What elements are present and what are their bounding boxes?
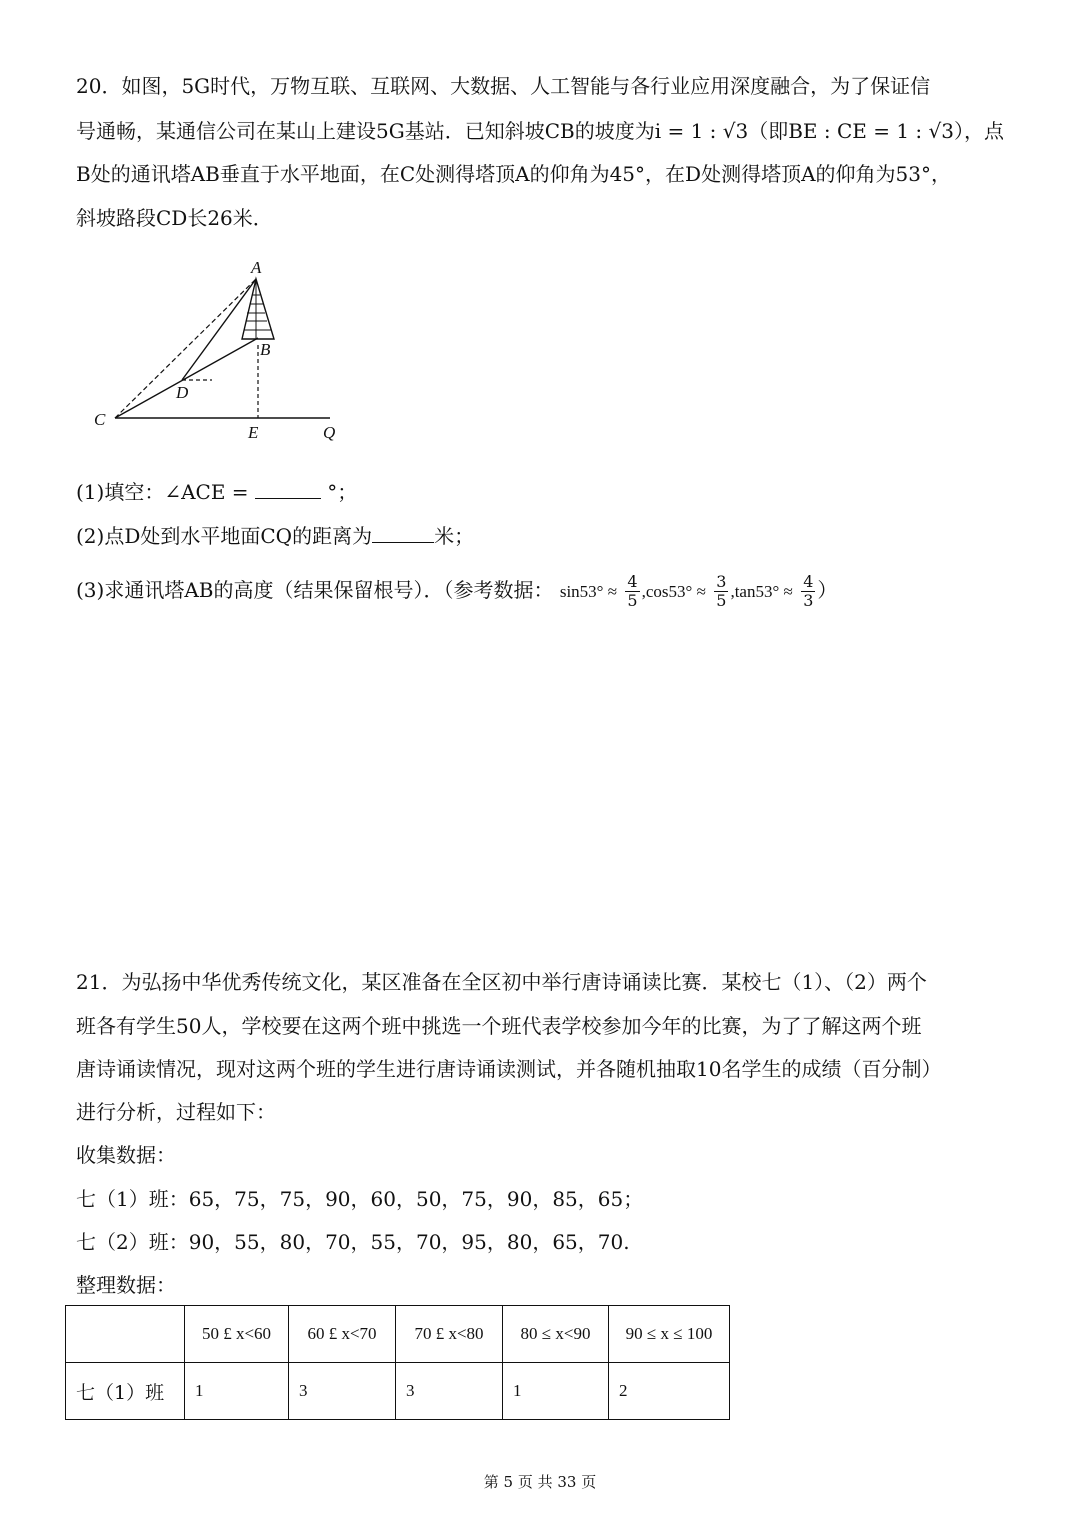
ref-cos-frac [714, 573, 728, 610]
q20-part1 [76, 478, 357, 506]
q20-line1: 20．如图，5G时代，万物互联、互联网、大数据、人工智能与各行业应用深度融合，为了保证信 [76, 74, 931, 98]
q20-part2 [76, 522, 474, 550]
part1-prefix: (1)填空：∠ACE = [76, 480, 249, 504]
slope-tower-figure [88, 255, 358, 450]
label-B: B [260, 340, 271, 359]
table-header-cell: 80 ≤ x<90 [503, 1306, 609, 1363]
table-header-cell: 70 £ x<80 [396, 1306, 503, 1363]
table-cell: 1 [503, 1363, 609, 1420]
q20-part3 [76, 570, 837, 612]
answer-blank-1[interactable] [255, 480, 321, 499]
table-cell: 2 [609, 1363, 730, 1420]
label-C: C [94, 410, 106, 429]
part1-suffix: °； [327, 480, 358, 504]
label-D: D [176, 383, 189, 402]
q21-line2: 班各有学生50人，学校要在这两个班中挑选一个班代表学校参加今年的比赛，为了了解这两个班 [76, 1014, 922, 1038]
label-Q: Q [323, 423, 336, 442]
table-header-row [66, 1306, 730, 1363]
q20-line4: 斜坡路段CD长26米． [76, 206, 273, 230]
ref-sin: sin53° ≈ [559, 582, 618, 601]
page-footer: 第 5 页 共 33 页 [483, 1473, 597, 1491]
table-cell-class: 七（1）班 [66, 1363, 185, 1420]
ref-tan-frac [801, 573, 815, 610]
label-A: A [251, 258, 262, 277]
table-header-cell: 60 £ x<70 [289, 1306, 396, 1363]
ref-cos-den: 5 [716, 591, 727, 610]
ref-cos: ,cos53° ≈ [641, 582, 706, 601]
ref-tan: ,tan53° ≈ [730, 582, 793, 601]
ref-tan-den: 3 [803, 591, 814, 610]
table-cell: 3 [289, 1363, 396, 1420]
q21-line4: 进行分析，过程如下： [76, 1100, 276, 1124]
label-E: E [248, 423, 259, 442]
collect-label: 收集数据： [76, 1143, 176, 1167]
ref-sin-num: 4 [627, 572, 638, 591]
score-table [65, 1305, 730, 1420]
part2-prefix: (2)点D处到水平地面CQ的距离为 [76, 524, 373, 548]
answer-blank-2[interactable] [372, 524, 434, 543]
table-header-cell: 90 ≤ x ≤ 100 [609, 1306, 730, 1363]
table-cell: 1 [185, 1363, 289, 1420]
table-header-cell [66, 1306, 185, 1363]
ref-sin-den: 5 [627, 591, 638, 610]
table-row [66, 1363, 730, 1420]
q21-line1: 21．为弘扬中华优秀传统文化，某区准备在全区初中举行唐诗诵读比赛．某校七（1）、（2）两个 [76, 970, 927, 994]
part2-suffix: 米； [434, 524, 475, 548]
table-header-cell: 50 £ x<60 [185, 1306, 289, 1363]
class2-data: 七（2）班：90，55，80，70，55，70，95，80，65，70. [76, 1230, 630, 1254]
ref-close: ） [817, 578, 838, 602]
part3-text: (3)求通讯塔AB的高度（结果保留根号）．（参考数据： [76, 578, 554, 602]
organize-label: 整理数据： [76, 1273, 176, 1297]
ref-tan-num: 4 [803, 572, 814, 591]
q20-line3: B处的通讯塔AB垂直于水平地面，在C处测得塔顶A的仰角为45°，在D处测得塔顶A的仰角为53°， [76, 162, 951, 186]
ref-sin-frac [625, 573, 639, 610]
q20-line2: 号通畅，某通信公司在某山上建设5G基站．已知斜坡CB的坡度为i = 1 : √3（即BE : CE = 1 : √3），点 [76, 119, 1004, 143]
ref-cos-num: 3 [716, 572, 727, 591]
table-cell: 3 [396, 1363, 503, 1420]
class1-data: 七（1）班：65，75，75，90，60，50，75，90，85，65； [76, 1187, 644, 1211]
q21-line3: 唐诗诵读情况，现对这两个班的学生进行唐诗诵读测试，并各随机抽取10名学生的成绩（百分制） [76, 1057, 942, 1081]
